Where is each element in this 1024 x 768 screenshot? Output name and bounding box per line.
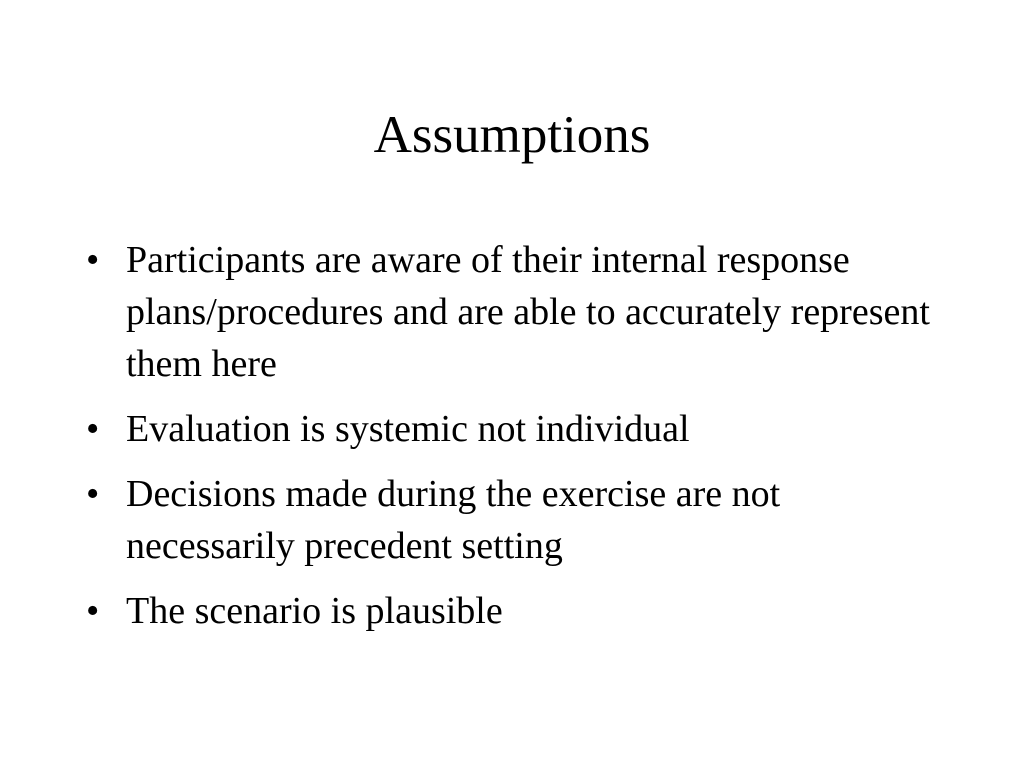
bullet-text: Decisions made during the exercise are not necessarily precedent setting [126,473,781,567]
bullet-text: Evaluation is systemic not individual [126,408,690,450]
bullet-item [84,403,954,455]
bullet-icon: • [86,473,100,515]
bullet-item [84,585,954,637]
bullet-item [84,234,954,390]
bullet-text: Participants are aware of their internal response plans/procedures and are able to accurately represent them here [126,239,930,385]
slide-title: Assumptions [373,106,651,164]
bullet-icon: • [86,408,100,450]
bullet-text: The scenario is plausible [126,590,503,632]
bullet-icon: • [86,590,100,632]
bullet-item [84,468,954,572]
bullet-list [84,234,954,650]
bullet-icon: • [86,239,100,281]
